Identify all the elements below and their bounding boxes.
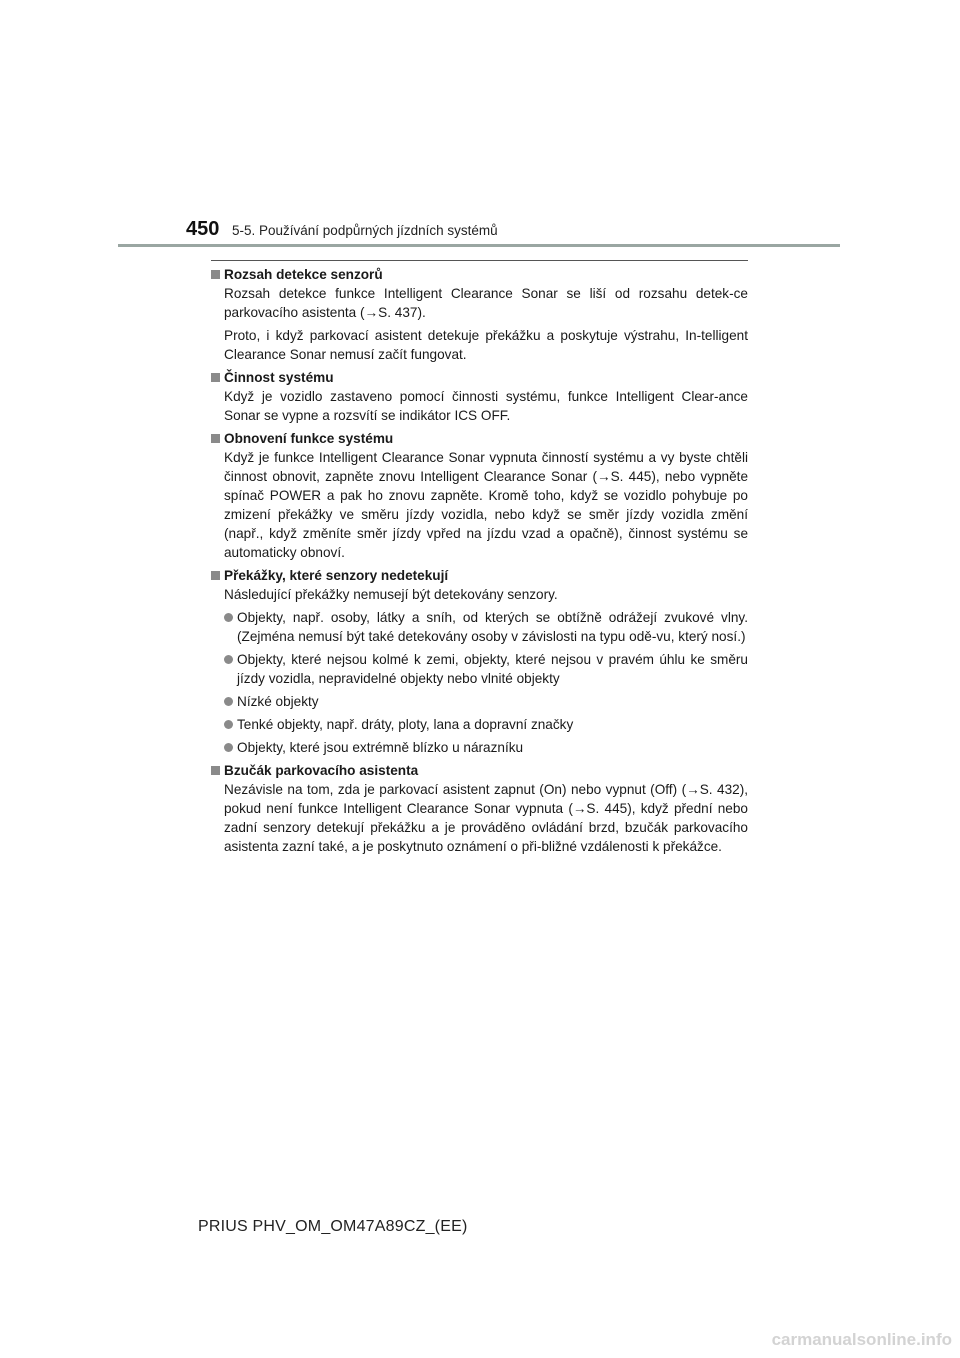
list-item-text: Objekty, které jsou extrémně blízko u nárazníku — [237, 740, 524, 755]
list-item-text: Objekty, které nejsou kolmé k zemi, objekty, které nejsou v pravém úhlu ke směru jízdy vozidla, nepravidelné objekty nebo vlnité objekty — [237, 652, 748, 686]
content-top-divider — [211, 260, 748, 261]
section-undetected-obstacles — [211, 566, 748, 757]
list-item — [211, 738, 748, 757]
paragraph: Proto, i když parkovací asistent detekuje překážku a poskytuje výstrahu, In-telligent Clearance Sonar nemusí začít fungovat. — [224, 328, 748, 362]
section-heading — [211, 761, 748, 780]
round-bullet-icon — [224, 697, 233, 706]
section-heading-text: Bzučák parkovacího asistenta — [224, 763, 419, 778]
section-heading-text: Rozsah detekce senzorů — [224, 267, 383, 282]
round-bullet-icon — [224, 613, 233, 622]
square-bullet-icon — [211, 571, 220, 580]
section-heading — [211, 566, 748, 585]
page-number: 450 — [186, 218, 220, 240]
list-item — [211, 650, 748, 688]
section-heading-text: Překážky, které senzory nedetekují — [224, 568, 449, 583]
paragraph: Následující překážky nemusejí být detekovány senzory. — [224, 587, 558, 602]
round-bullet-icon — [224, 655, 233, 664]
list-item — [211, 692, 748, 711]
round-bullet-icon — [224, 720, 233, 729]
square-bullet-icon — [211, 373, 220, 382]
section-system-restore — [211, 429, 748, 562]
section-parking-assist-buzzer — [211, 761, 748, 856]
section-system-operation — [211, 368, 748, 425]
header-divider — [118, 244, 840, 247]
list-item-text: Nízké objekty — [237, 694, 319, 709]
list-item — [211, 608, 748, 646]
square-bullet-icon — [211, 766, 220, 775]
paragraph: Když je vozidlo zastaveno pomocí činnosti systému, funkce Intelligent Clear-ance Sonar se vypne a rozsvítí se indikátor ICS OFF. — [224, 389, 748, 423]
paragraph: Rozsah detekce funkce Intelligent Clearance Sonar se liší od rozsahu detek-ce parkovacího asistenta (→S. 437). — [224, 286, 748, 320]
document-code: PRIUS PHV_OM_OM47A89CZ_(EE) — [198, 1218, 468, 1235]
list-item-text: Tenké objekty, např. dráty, ploty, lana a dopravní značky — [237, 717, 574, 732]
paragraph: Když je funkce Intelligent Clearance Sonar vypnuta činností systému a vy byste chtěli činnost obnovit, zapněte znovu Intelligent Clearance Sonar (→S. 445), nebo vypněte spínač POWER a pak ho znovu zapněte. Kromě toho, když se vozidlo pohybuje po zmizení překážky ve směru jízdy vozidla, nebo když se směr jízdy vozidla změní (např., když změníte směr jízdy vpřed na jízdu vzad a opačně), činnost systému se automaticky obnoví. — [224, 450, 748, 560]
section-heading — [211, 265, 748, 284]
round-bullet-icon — [224, 743, 233, 752]
section-heading — [211, 429, 748, 448]
watermark: carmanualsonline.info — [771, 1330, 952, 1349]
paragraph: Nezávisle na tom, zda je parkovací asistent zapnut (On) nebo vypnut (Off) (→S. 432), pokud není funkce Intelligent Clearance Sonar vypnuta (→S. 445), když přední nebo zadní senzory detekují překážku a je prováděno ovládání brzd, bzučák parkovacího asistenta zazní také, a je poskytnuto oznámení o při-bližné vzdálenosti k překážce. — [224, 782, 748, 854]
list-item-text: Objekty, např. osoby, látky a sníh, od kterých se obtížně odrážejí zvukové vlny. (Zejména nemusí být také detekovány osoby v závislosti na typu odě-vu, který nosí.) — [237, 610, 748, 644]
page-content — [211, 265, 748, 860]
section-heading — [211, 368, 748, 387]
section-heading-text: Obnovení funkce systému — [224, 431, 394, 446]
list-item — [211, 715, 748, 734]
square-bullet-icon — [211, 434, 220, 443]
chapter-title: 5-5. Používání podpůrných jízdních systémů — [232, 223, 498, 238]
section-heading-text: Činnost systému — [224, 370, 334, 385]
square-bullet-icon — [211, 270, 220, 279]
section-detection-range — [211, 265, 748, 364]
